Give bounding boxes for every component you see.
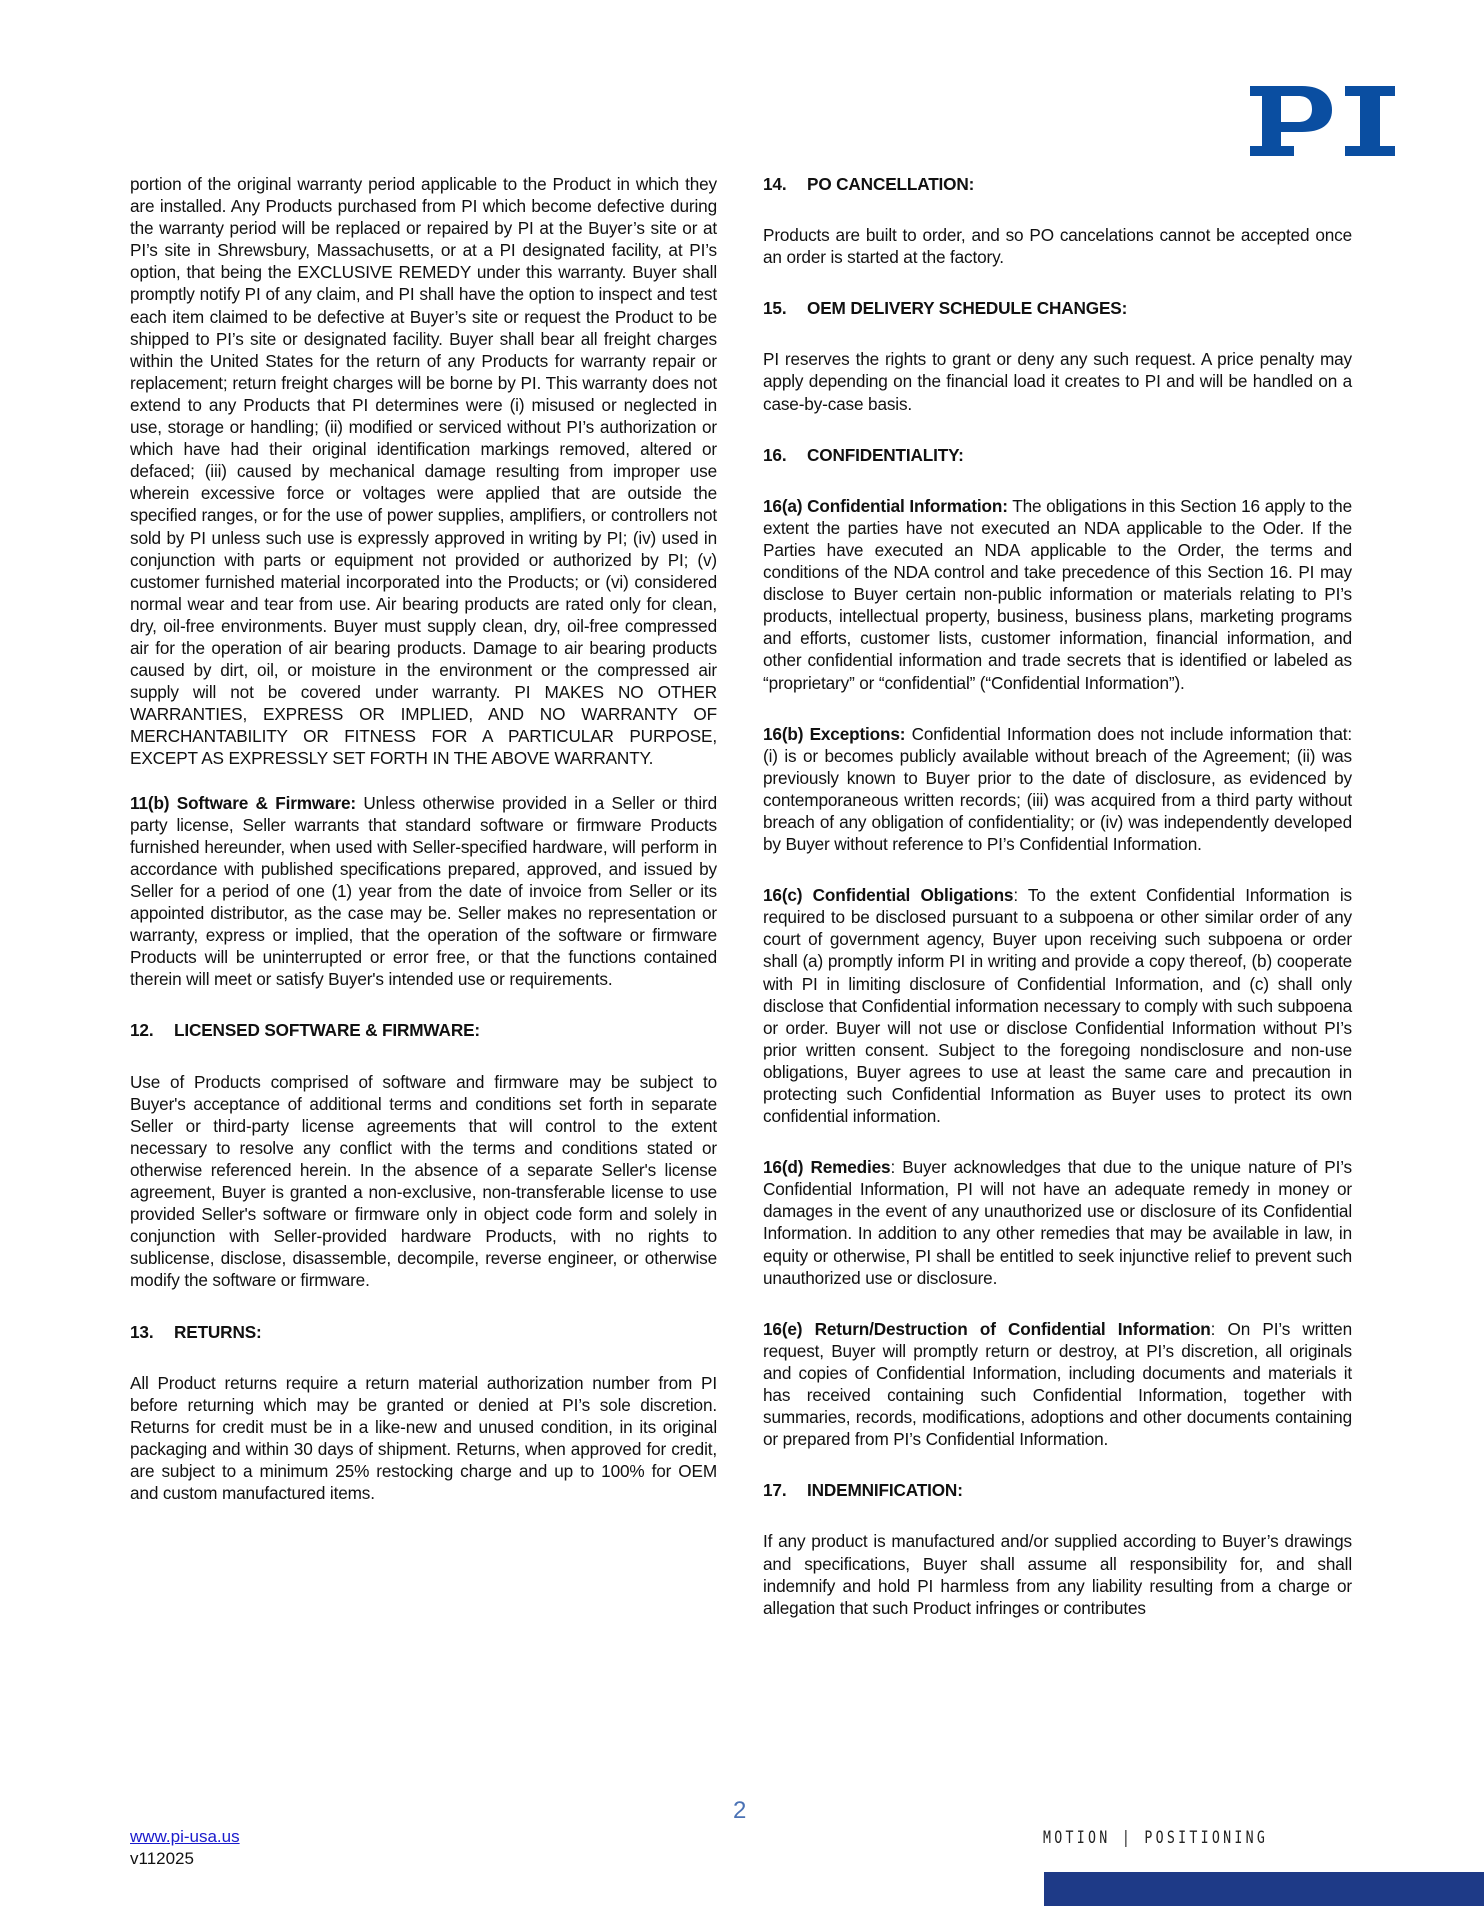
document-version: v112025 — [130, 1849, 194, 1868]
brand-tagline: MOTION | POSITIONING — [1043, 1828, 1269, 1848]
pi-logo — [1250, 86, 1395, 156]
section-16e-lead: 16(e) Return/Destruction of Confidential Information — [763, 1318, 1211, 1339]
section-16c-paragraph — [763, 884, 1352, 1127]
section-12-heading — [130, 1019, 717, 1041]
section-16c-lead: 16(c) Confidential Obligations — [763, 885, 1014, 906]
section-14-paragraph: Products are built to order, and so PO cancelations cannot be accepted once an order is started at the factory. — [763, 225, 1352, 268]
section-16a-body: The obligations in this Section 16 apply to the extent the parties have not executed an NDA applicable to the Oder. If the Parties have executed an NDA applicable to the Order, the terms and conditions of the NDA control and take precedence of this Section 16. PI may disclose to Buyer certain non-public information or materials relating to PI’s products, intellectual property, business, business plans, marketing programs and efforts, customer lists, customer information, financial information, and other confidential information and trade secrets that is identified or labeled as “proprietary” or “confidential” (“Confidential Information”). — [763, 495, 1352, 693]
section-13-paragraph: All Product returns require a return material authorization number from PI before returning which may be granted or denied at PI’s sole discretion. Returns for credit must be in a like-new and unused condition, in its original packaging and within 30 days of shipment. Returns, when approved for credit, are subject to a minimum 25% restocking charge and up to 100% for OEM and custom manufactured items. — [130, 1372, 717, 1504]
section-16d-paragraph — [763, 1156, 1352, 1289]
section-15-title: OEM DELIVERY SCHEDULE CHANGES: — [807, 298, 1128, 319]
section-16b-paragraph — [763, 723, 1352, 856]
section-16d-body: : Buyer acknowledges that due to the unique nature of PI’s Confidential Information, PI will not have an adequate remedy in money or damages in the event of any unauthorized use or disclosure of its Confidential Information. In addition to any other remedies that may be available in law, in equity or otherwise, PI shall be entitled to seek injunctive relief to prevent such unauthorized use or disclosure. — [763, 1157, 1352, 1288]
pi-logo-icon — [1250, 86, 1395, 156]
section-13-heading — [130, 1321, 717, 1343]
section-11b-body: Unless otherwise provided in a Seller or third party license, Seller warrants that standard software or firmware Products furnished hereunder, when used with Seller-specified hardware, will perform in accordance with published specifications prepared, approved, and issued by Seller for a period of one (1) year from the date of invoice from Seller or its appointed distributor, as the case may be. Seller makes no representation or warranty, express or implied, that the operation of the software or firmware Products will be uninterrupted or error free, or that the functions contained therein will meet or satisfy Buyer's intended use or requirements. — [130, 792, 717, 990]
section-13-title: RETURNS: — [174, 1321, 262, 1342]
section-17-number: 17. — [763, 1480, 787, 1501]
section-16-heading — [763, 444, 1352, 466]
footer-brand-bar — [1044, 1872, 1484, 1906]
section-17-title: INDEMNIFICATION: — [807, 1480, 963, 1501]
section-11b-lead: 11(b) Software & Firmware: — [130, 792, 357, 813]
section-16-title: CONFIDENTIALITY: — [807, 444, 964, 465]
section-14-title: PO CANCELLATION: — [807, 174, 975, 194]
page-number: 2 — [733, 1797, 747, 1824]
section-12-paragraph: Use of Products comprised of software and firmware may be subject to Buyer's acceptance of additional terms and conditions set forth in separate Seller or third-party license agreements that will control to the extent necessary to resolve any conflict with the terms and conditions stated or otherwise referenced herein. In the absence of a separate Seller's license agreement, Buyer is granted a non-exclusive, non-transferable license to use provided Seller's software or firmware only in object code form and solely in conjunction with Seller-provided hardware Products, with no rights to sublicense, disclose, disassemble, decompile, reverse engineer, or otherwise modify the software or firmware. — [130, 1071, 717, 1291]
section-16c-body: : To the extent Confidential Information is required to be disclosed pursuant to a subpoena or other similar order of any court of government agency, Buyer upon receiving such subpoena or order shall (a) promptly inform PI in writing and provide a copy thereof, (b) cooperate with PI in limiting disclosure of Confidential Information, and (c) shall only disclose that Confidential information necessary to comply with such subpoena or order. Buyer will not use or disclose Confidential Information without PI’s prior written consent. Subject to the foregoing nondisclosure and non-use obligations, Buyer agrees to use at least the same care and precaution in protecting such Confidential Information as Buyer uses to protect its own confidential information. — [763, 885, 1352, 1127]
warranty-continuation-paragraph: portion of the original warranty period applicable to the Product in which they are installed. Any Products purchased from PI which become defective during the warranty period will be replaced or repaired by PI at the Buyer’s site or at PI’s site in Shrewsbury, Massachusetts, or at a PI designated facility, at PI’s option, that being the EXCLUSIVE REMEDY under this warranty. Buyer shall promptly notify PI of any claim, and PI shall have the option to inspect and test each item claimed to be defective at Buyer’s site or request the Product to be shipped to PI’s site or designated facility. Buyer shall bear all freight charges within the United States for the return of any Products for warranty repair or replacement; return freight charges will be borne by PI. This warranty does not extend to any Products that PI determines were (i) misused or neglected in use, storage or handling; (ii) modified or serviced without PI’s authorization or which have had their original identification markings removed, altered or defaced; (iii) caused by mechanical damage resulting from improper use wherein excessive force or voltages were applied that are outside the specified ranges, or for the use of power supplies, amplifiers, or controllers not sold by PI unless such use is expressly approved in writing by PI; (iv) used in conjunction with parts or equipment not provided or authorized by PI; (v) customer furnished material incorporated into the Products; or (vi) considered normal wear and tear from use. Air bearing products are rated only for clean, dry, oil-free environments. Buyer must supply clean, dry, oil-free compressed air for the operation of air bearing products. Damage to air bearing products caused by dirt, oil, or moisture in the environment or the compressed air supply will not be covered under warranty. PI MAKES NO OTHER WARRANTIES, EXPRESS OR IMPLIED, AND NO WARRANTY OF MERCHANTABILITY OR FITNESS FOR A PARTICULAR PURPOSE, EXCEPT AS EXPRESSLY SET FORTH IN THE ABOVE WARRANTY. — [130, 174, 717, 769]
section-13-number: 13. — [130, 1321, 154, 1342]
section-16d-lead: 16(d) Remedies — [763, 1157, 891, 1178]
section-16e-paragraph — [763, 1318, 1352, 1451]
section-16b-lead: 16(b) Exceptions: — [763, 723, 906, 744]
section-14-number: 14. — [763, 174, 787, 194]
section-16e-body: : On PI’s written request, Buyer will promptly return or destroy, at PI’s discretion, all originals and copies of Confidential Information, including documents and materials it has received containing such Confidential Information, together with summaries, records, modifications, adoptions and other documents containing or prepared from PI’s Confidential Information. — [763, 1318, 1352, 1450]
section-16a-lead: 16(a) Confidential Information: — [763, 495, 1008, 516]
section-15-number: 15. — [763, 298, 787, 319]
left-column — [130, 173, 717, 1526]
section-14-heading — [763, 173, 1352, 195]
section-16a-paragraph — [763, 495, 1352, 694]
section-15-heading — [763, 297, 1352, 319]
right-column — [763, 173, 1352, 1641]
section-15-paragraph: PI reserves the rights to grant or deny any such request. A price penalty may apply depending on the financial load it creates to PI and will be handled on a case-by-case basis. — [763, 349, 1352, 414]
section-11b-paragraph — [130, 792, 717, 991]
section-16-number: 16. — [763, 444, 787, 465]
section-16b-body: Confidential Information does not include information that: (i) is or becomes publicly available without breach of the Agreement; (ii) was previously known to Buyer prior to the date of disclosure, as evidenced by contemporaneous written records; (iii) was acquired from a third party without breach of any obligation of confidentiality; or (iv) was independently developed by Buyer without reference to PI’s Confidential Information. — [763, 723, 1352, 855]
website-link[interactable]: www.pi-usa.us — [130, 1827, 240, 1846]
section-12-number: 12. — [130, 1020, 154, 1041]
section-17-heading — [763, 1479, 1352, 1501]
section-12-title: LICENSED SOFTWARE & FIRMWARE: — [174, 1020, 480, 1041]
section-17-paragraph: If any product is manufactured and/or supplied according to Buyer’s drawings and specifications, Buyer shall assume all responsibility for, and shall indemnify and hold PI harmless from any liability resulting from a charge or allegation that such Product infringes or contributes — [763, 1531, 1352, 1618]
